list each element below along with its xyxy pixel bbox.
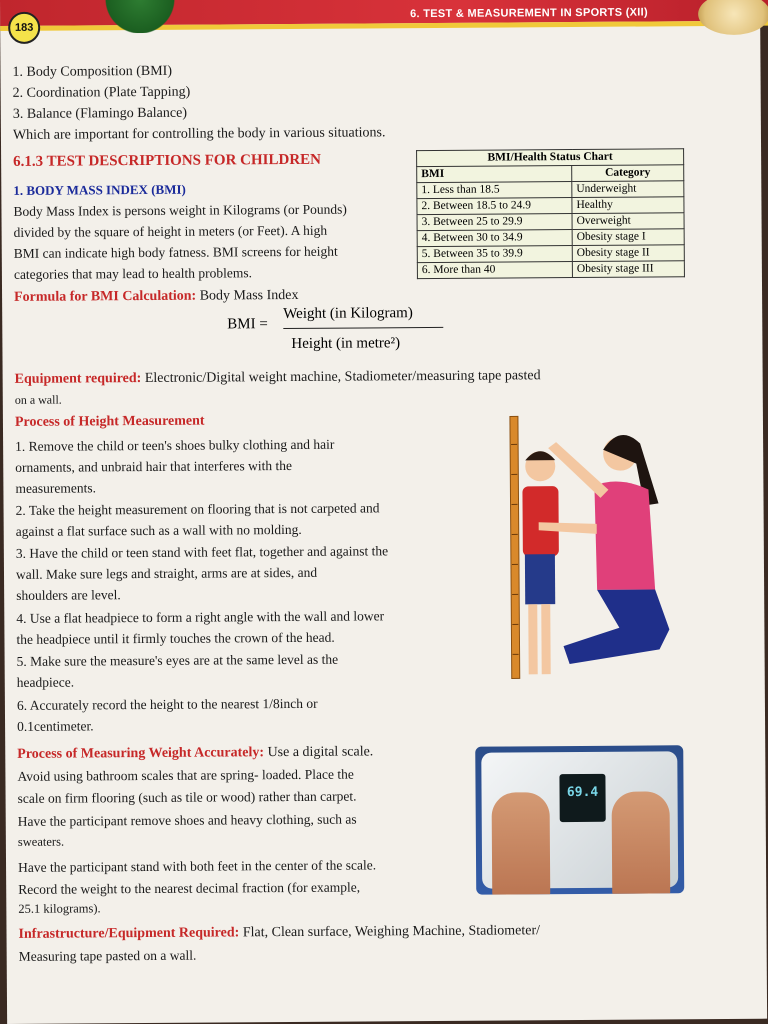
right-foot-icon (612, 791, 671, 894)
fraction-bar (283, 327, 443, 329)
height-step-line: against a flat surface such as a wall with no molding. (15, 521, 302, 539)
chapter-title: 6. TEST & MEASUREMENT IN SPORTS (XII) (410, 6, 648, 21)
height-step-line: 0.1centimeter. (17, 718, 94, 734)
table-cell: 4. Between 30 to 34.9 (417, 230, 572, 247)
height-step-line: 6. Accurately record the height to the nearest 1/8inch or (16, 695, 318, 713)
height-step-line: 2. Take the height measurement on flooring that is not carpeted and (15, 500, 380, 518)
table-row (417, 245, 684, 263)
scale-plate (481, 751, 678, 888)
table-row (417, 213, 684, 231)
formula-numerator: Weight (in Kilogram) (283, 305, 413, 323)
intro-tail: Which are important for controlling the body in various situations. (12, 125, 386, 143)
table-cell: 6. More than 40 (417, 262, 572, 279)
corner-emblem-icon (698, 0, 768, 35)
weight-step-line: sweaters. (17, 834, 65, 849)
height-step-line: 1. Remove the child or teen's shoes bulky clothing and hair (15, 436, 335, 454)
table-header-category: Category (572, 165, 684, 182)
table-cell: Healthy (572, 197, 684, 214)
infra-line (18, 920, 540, 945)
weight-step-line: Have the participant stand with both feet in the center of the scale. (18, 857, 377, 875)
child-figure-icon (522, 451, 560, 674)
table-cell: Obesity stage I (572, 229, 684, 246)
stadiometer-icon (510, 416, 520, 678)
weight-step-line: scale on firm flooring (such as tile or wood) rather than carpet. (17, 788, 357, 806)
bmi-status-table (416, 148, 685, 279)
weight-title-rest: Use a digital scale. (267, 744, 374, 761)
table-row (417, 181, 684, 199)
formula-denominator: Height (in metre²) (291, 335, 401, 352)
height-step-line: 5. Make sure the measure's eyes are at the same level as the (16, 651, 339, 669)
intro-item-3: 3. Balance (Flamingo Balance) (12, 105, 188, 122)
height-step-line: headpiece. (16, 674, 75, 690)
weight-step-line: 25.1 kilograms). (18, 901, 101, 916)
table-header-bmi: BMI (417, 166, 572, 183)
equipment-label: Equipment required: (14, 371, 142, 387)
height-step-line: ornaments, and unbraid hair that interferes with the (15, 457, 292, 475)
weight-step-line: Have the participant remove shoes and heavy clothing, such as (17, 811, 357, 829)
table-cell: Overweight (572, 213, 684, 230)
table-row (417, 261, 684, 279)
scale-display: 69.4 (559, 774, 605, 822)
page-number: 183 (8, 12, 40, 44)
bmi-heading: 1. BODY MASS INDEX (BMI) (13, 181, 186, 198)
table-cell: Underweight (572, 181, 684, 198)
bmi-para-line-1: Body Mass Index is persons weight in Kilograms (or Pounds) (13, 201, 347, 219)
table-caption: BMI/Health Status Chart (417, 149, 684, 167)
table-cell: Obesity stage III (572, 261, 684, 278)
infra-text: Flat, Clean surface, Weighing Machine, Stadiometer/ (242, 923, 541, 941)
table-cell: Obesity stage II (572, 245, 684, 262)
formula-lhs: BMI = (227, 316, 268, 333)
intro-item-1: 1. Body Composition (BMI) (12, 63, 173, 80)
left-foot-icon (492, 792, 551, 895)
height-measurement-illustration (508, 413, 680, 682)
equipment-text: Electronic/Digital weight machine, Stadiometer/measuring tape pasted (144, 368, 541, 386)
infra-text-2: Measuring tape pasted on a wall. (18, 947, 197, 964)
table-row (417, 229, 684, 247)
height-step-line: measurements. (15, 480, 97, 496)
formula-label: Formula for BMI Calculation: (14, 288, 197, 305)
formula-line (14, 285, 299, 308)
height-step-line: the headpiece until it firmly touches the crown of the head. (16, 629, 335, 647)
table-cell: 2. Between 18.5 to 24.9 (417, 198, 572, 215)
bmi-para-line-4: categories that may lead to health problems. (13, 265, 253, 282)
weighing-scale-photo (475, 745, 684, 894)
weight-process-title: Process of Measuring Weight Accurately: (17, 745, 265, 762)
table-row (417, 197, 684, 215)
table-cell: 5. Between 35 to 39.9 (417, 246, 572, 263)
equipment-text-2: on a wall. (14, 392, 62, 407)
weight-step-line: Avoid using bathroom scales that are spring- loaded. Place the (17, 766, 354, 784)
equipment-line (15, 365, 541, 390)
infra-label: Infrastructure/Equipment Required: (18, 925, 240, 942)
height-step-line: shoulders are level. (16, 587, 121, 603)
intro-item-2: 2. Coordination (Plate Tapping) (12, 84, 191, 101)
table-cell: 1. Less than 18.5 (417, 182, 572, 199)
table-cell: 3. Between 25 to 29.9 (417, 214, 572, 231)
height-step-line: 4. Use a flat headpiece to form a right angle with the wall and lower (16, 608, 385, 626)
height-step-line: 3. Have the child or teen stand with feet flat, together and against the (15, 543, 389, 561)
formula-label-rest: Body Mass Index (199, 287, 299, 304)
weight-title-line (17, 741, 373, 764)
tree-illustration-icon (95, 0, 185, 33)
weight-step-line: Record the weight to the nearest decimal fraction (for example, (18, 879, 361, 897)
height-step-line: wall. Make sure legs and straight, arms are at sides, and (15, 564, 318, 582)
section-title: 6.1.3 TEST DESCRIPTIONS FOR CHILDREN (13, 151, 322, 170)
height-process-title: Process of Height Measurement (14, 413, 205, 430)
bmi-para-line-3: BMI can indicate high body fatness. BMI screens for height (13, 243, 338, 261)
bmi-para-line-2: divided by the square of height in meters (or Feet). A high (13, 222, 328, 240)
